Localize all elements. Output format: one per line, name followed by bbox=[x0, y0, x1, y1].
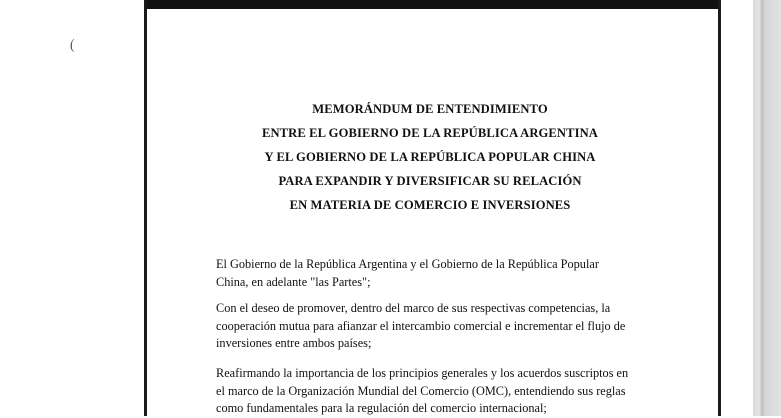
paragraph-cooperation bbox=[216, 300, 656, 353]
margin-mark: ( bbox=[68, 37, 76, 54]
paragraph-line: El Gobierno de la República Argentina y el Gobierno de la República Popular bbox=[216, 257, 599, 271]
paragraph-line: Reafirmando la importancia de los principios generales y los acuerdos suscriptos en bbox=[216, 366, 629, 380]
title-line: ENTRE EL GOBIERNO DE LA REPÚBLICA ARGENTINA bbox=[261, 126, 598, 140]
paragraph-line: el marco de la Organización Mundial del Comercio (OMC), entendiendo sus reglas bbox=[216, 383, 626, 398]
title-line: PARA EXPANDIR Y DIVERSIFICAR SU RELACIÓN bbox=[278, 174, 582, 188]
title-line: Y EL GOBIERNO DE LA REPÚBLICA POPULAR CHINA bbox=[264, 150, 596, 164]
paragraph-line: China, en adelante "las Partes"; bbox=[216, 274, 371, 289]
title-line: EN MATERIA DE COMERCIO E INVERSIONES bbox=[289, 198, 571, 212]
page-right-border bbox=[718, 0, 721, 416]
document-title bbox=[160, 97, 700, 217]
page-top-border bbox=[144, 0, 721, 9]
page-left-border bbox=[144, 0, 147, 416]
paragraph-omc bbox=[216, 365, 656, 418]
viewer-right-gutter bbox=[753, 0, 781, 416]
paragraph-line: como fundamentales para la regulación del comercio internacional; bbox=[216, 401, 547, 415]
title-line: MEMORÁNDUM DE ENTENDIMIENTO bbox=[312, 102, 548, 116]
paragraph-line: Con el deseo de promover, dentro del marco de sus respectivas competencias, la bbox=[216, 301, 611, 315]
paragraph-parties bbox=[216, 256, 656, 291]
paragraph-line: cooperación mutua para afianzar el intercambio comercial e incrementar el flujo de bbox=[216, 318, 626, 333]
paragraph-line: inversiones entre ambos países; bbox=[216, 336, 372, 350]
